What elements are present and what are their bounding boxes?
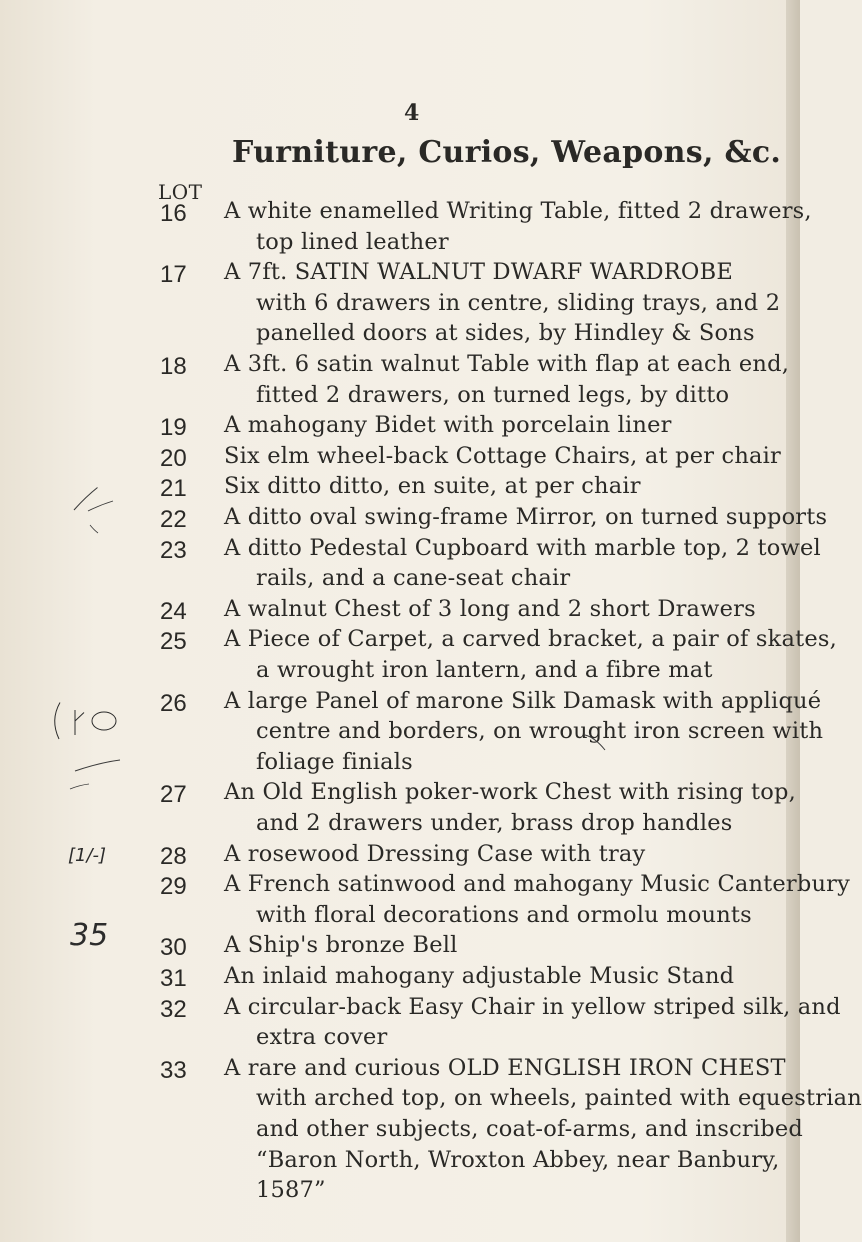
lot-number: 30	[160, 934, 187, 962]
lot-description: A 7ft. SATIN WALNUT DWARF WARDROBE	[224, 259, 733, 286]
lot-description: Six ditto ditto, en suite, at per chair	[224, 473, 641, 500]
lot-number: 29	[160, 873, 187, 901]
lot-description-continued: top lined leather	[256, 228, 449, 255]
lot-number: 25	[160, 628, 187, 656]
lot-number: 27	[160, 781, 187, 809]
lot-number: 22	[160, 506, 187, 533]
lot-description-continued: a wrought iron lantern, and a fibre mat	[256, 657, 713, 683]
pencil-stroke	[55, 703, 60, 740]
lot-number: 20	[160, 444, 187, 472]
lot-description: A 3ft. 6 satin walnut Table with flap at each end,	[224, 351, 790, 377]
lot-description: A ditto Pedestal Cupboard with marble top, 2 towel	[224, 534, 821, 561]
lot-description: An inlaid mahogany adjustable Music Stand	[224, 963, 735, 989]
lot-description: An Old English poker-work Chest with rising top,	[224, 779, 796, 806]
page-heading: Furniture, Curios, Weapons, &c.	[232, 135, 782, 170]
pencil-stroke	[90, 525, 98, 533]
lot-description-continued: with arched top, on wheels, painted with equestrian	[256, 1085, 862, 1112]
lot-description-continued: panelled doors at sides, by Hindley & Sons	[256, 320, 755, 347]
handwritten-note: 35	[70, 918, 109, 953]
lot-number: 19	[160, 414, 187, 442]
lot-number: 18	[160, 353, 187, 380]
lot-number: 24	[160, 597, 187, 625]
lot-description: A mahogany Bidet with porcelain liner	[224, 412, 672, 439]
lot-description-continued: 1587”	[256, 1177, 326, 1204]
lot-description-continued: and 2 drawers under, brass drop handles	[256, 810, 733, 836]
lot-number: 32	[160, 995, 187, 1023]
lot-column-label: LOT	[158, 180, 203, 204]
pencil-stroke	[75, 760, 120, 771]
pencil-stroke	[70, 784, 89, 789]
pencil-stroke	[74, 488, 98, 511]
lot-description-continued: extra cover	[256, 1024, 388, 1051]
lot-number: 21	[160, 475, 187, 503]
lot-number: 26	[160, 689, 187, 717]
lot-description-continued: and other subjects, coat-of-arms, and inscribed	[256, 1116, 803, 1142]
lot-description: A white enamelled Writing Table, fitted 2 drawers,	[224, 198, 812, 224]
lot-description: Six elm wheel-back Cottage Chairs, at per chair	[224, 442, 781, 469]
lot-description: A circular-back Easy Chair in yellow striped silk, and	[224, 993, 841, 1020]
lot-number: 33	[160, 1056, 187, 1084]
lot-description-continued: with floral decorations and ormolu mounts	[256, 901, 752, 928]
lot-number: 16	[160, 200, 187, 227]
page-number: 4	[404, 100, 420, 126]
lot-number: 23	[160, 536, 187, 564]
lot-description: A Ship's bronze Bell	[224, 932, 458, 959]
lot-number: 28	[160, 842, 187, 870]
lot-description-continued: rails, and a cane-seat chair	[256, 565, 571, 592]
lot-description-continued: foliage finials	[256, 748, 413, 775]
lot-description-continued: centre and borders, on wrought iron screen with	[256, 718, 824, 745]
lot-description: A large Panel of marone Silk Damask with appliqué	[224, 687, 822, 714]
lot-description-continued: “Baron North, Wroxton Abbey, near Banbury,	[256, 1146, 780, 1173]
handwritten-note: [1/-]	[68, 845, 107, 866]
page-edge	[786, 0, 800, 1242]
lot-description: A rosewood Dressing Case with tray	[224, 840, 646, 867]
lot-description: A Piece of Carpet, a carved bracket, a pair of skates,	[224, 626, 837, 653]
lot-description: A French satinwood and mahogany Music Canterbury	[224, 871, 851, 898]
lot-number: 17	[160, 261, 187, 289]
lot-description: A ditto oval swing-frame Mirror, on turned supports	[224, 504, 828, 530]
lot-description-continued: with 6 drawers in centre, sliding trays, and 2	[256, 289, 781, 316]
lot-number: 31	[160, 965, 187, 992]
circle-mark	[92, 712, 116, 730]
lot-description: A walnut Chest of 3 long and 2 short Drawers	[224, 595, 756, 622]
pencil-stroke	[75, 710, 84, 735]
lot-description-continued: fitted 2 drawers, on turned legs, by ditto	[256, 381, 730, 408]
lot-description: A rare and curious OLD ENGLISH IRON CHEST	[224, 1054, 786, 1081]
pencil-stroke	[88, 501, 113, 511]
